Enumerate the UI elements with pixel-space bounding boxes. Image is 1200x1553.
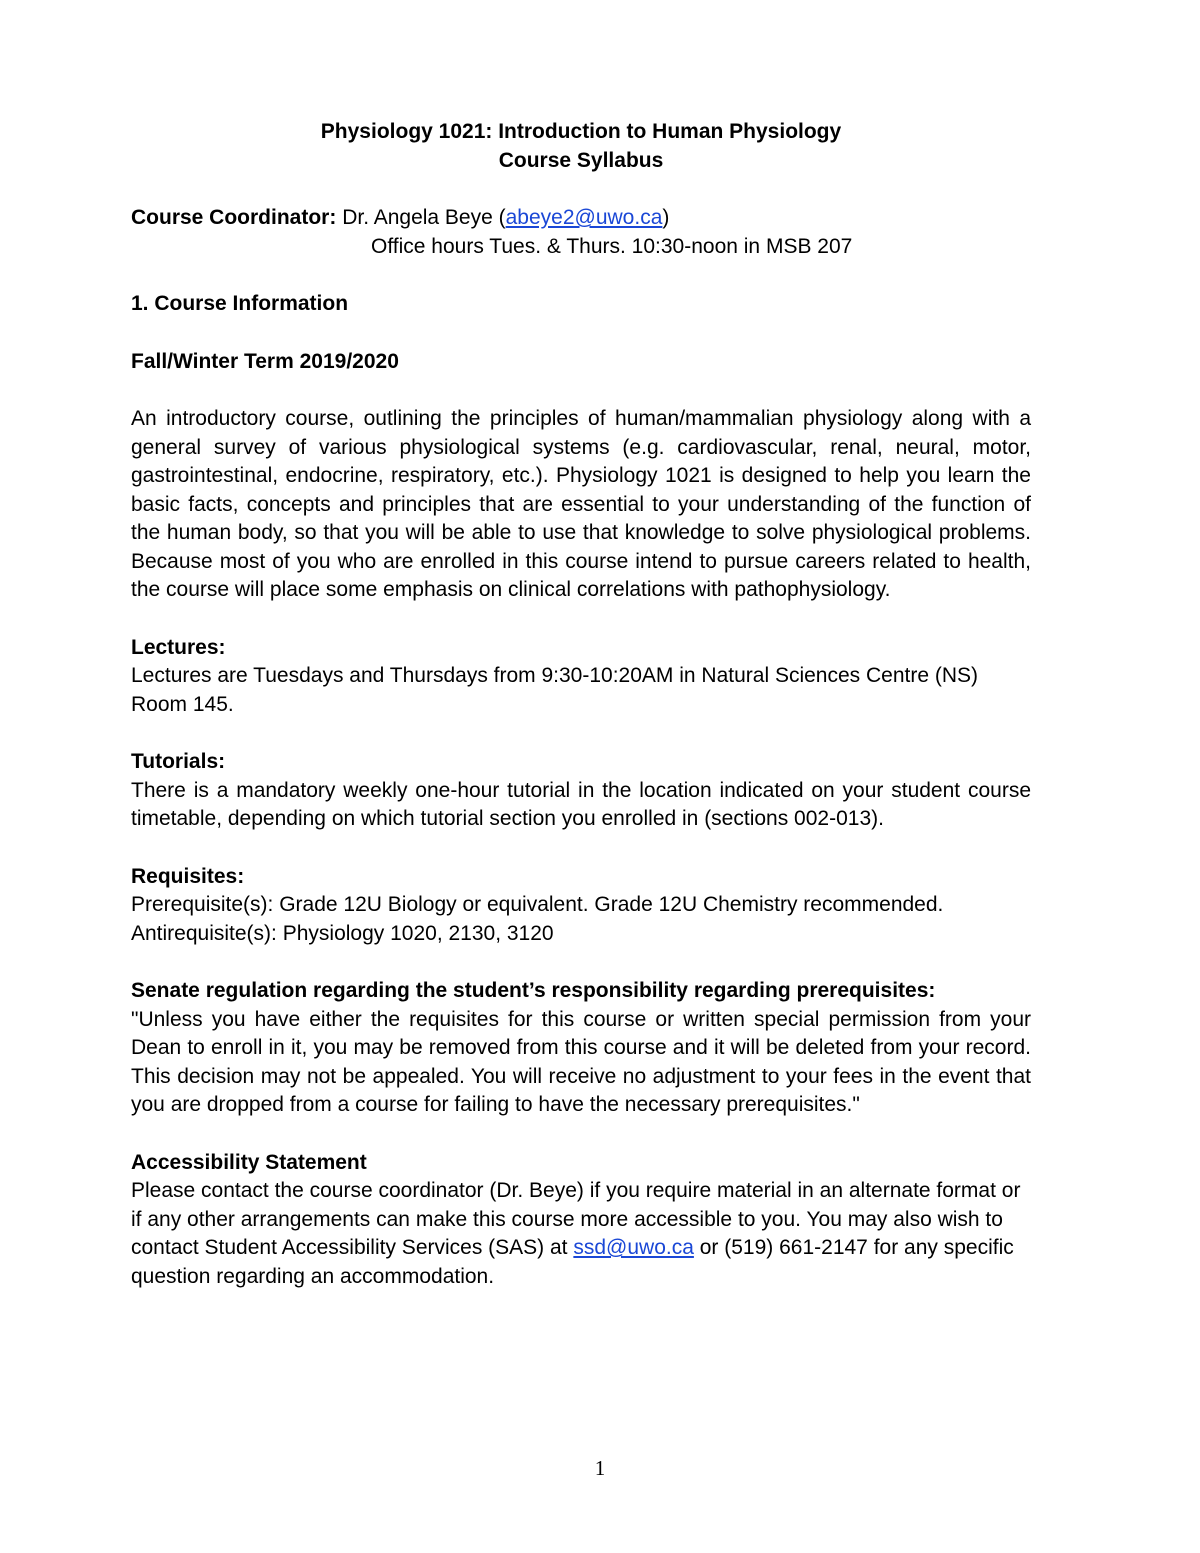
coordinator-label: Course Coordinator: (131, 206, 337, 229)
coordinator-line (131, 204, 1031, 233)
office-hours: Office hours Tues. & Thurs. 10:30-noon in MSB 207 (371, 234, 853, 258)
coordinator-name-close: ) (662, 206, 670, 229)
course-info-heading: 1. Course Information (131, 292, 349, 315)
senate-section (131, 977, 1031, 1120)
page-content (131, 118, 1031, 1291)
senate-heading: Senate regulation regarding the student’s responsibility regarding prerequisites: (131, 979, 936, 1002)
accessibility-text-after: or (519) 661-2147 for any specific question regarding an accommodation. (131, 1236, 1014, 1288)
course-title: Physiology 1021: Introduction to Human Physiology (320, 120, 842, 143)
requisites-section (131, 863, 1031, 949)
lectures-heading: Lectures: (131, 635, 226, 659)
requisites-heading: Requisites: (131, 864, 245, 888)
coordinator-name: Dr. Angela Beye ( (342, 206, 506, 229)
senate-text: "Unless you have either the requisites for this course or written special permission from your Dean to enroll in it, you may be removed from this course and it will be deleted from your record. This decision may not be appealed. You will receive no adjustment to your fees in the event that you are dropped from a course for failing to have the necessary prerequisites." (131, 1007, 1031, 1116)
tutorials-text: There is a mandatory weekly one-hour tutorial in the location indicated on your student course timetable, depending on which tutorial section you enrolled in (sections 002-013). (131, 778, 1031, 830)
course-subtitle: Course Syllabus (498, 148, 664, 172)
ssd-email-link[interactable]: ssd@uwo.ca (573, 1236, 694, 1259)
prerequisites-text: Prerequisite(s): Grade 12U Biology or equivalent. Grade 12U Chemistry recommended. (131, 893, 944, 916)
tutorials-heading: Tutorials: (131, 750, 226, 773)
accessibility-heading: Accessibility Statement (131, 1150, 367, 1174)
accessibility-section (131, 1149, 1031, 1292)
antirequisites-text: Antirequisite(s): Physiology 1020, 2130, 3120 (131, 921, 554, 945)
course-description: An introductory course, outlining the principles of human/mammalian physiology along with a general survey of various physiological systems (e.g. cardiovascular, renal, neural, motor, gastrointestinal, endocrine, respiratory, etc.). Physiology 1021 is designed to help you learn the basic facts, concepts and principles that are essential to your understanding of the function of the human body, so that you will be able to use that knowledge to solve physiological problems. Because most of you who are enrolled in this course intend to pursue careers related to health, the course will place some emphasis on clinical correlations with pathophysiology. (131, 407, 1031, 601)
coordinator-email-link[interactable]: abeye2@uwo.ca (505, 206, 663, 229)
page-number: 1 (594, 1456, 606, 1480)
coordinator-block (131, 204, 1031, 261)
tutorials-section (131, 748, 1031, 834)
lectures-section (131, 634, 1031, 720)
accessibility-text-before: Please contact the course coordinator (Dr. Beye) if you require material in an alternate format or if any other arrangements can make this course more accessible to you. You may also wish to contact Student Accessibility Services (SAS) at (131, 1179, 1021, 1259)
term-heading: Fall/Winter Term 2019/2020 (131, 349, 399, 373)
lectures-text: Lectures are Tuesdays and Thursdays from 9:30-10:20AM in Natural Sciences Centre (NS) Room 145. (131, 664, 979, 716)
accessibility-text (131, 1177, 1031, 1291)
